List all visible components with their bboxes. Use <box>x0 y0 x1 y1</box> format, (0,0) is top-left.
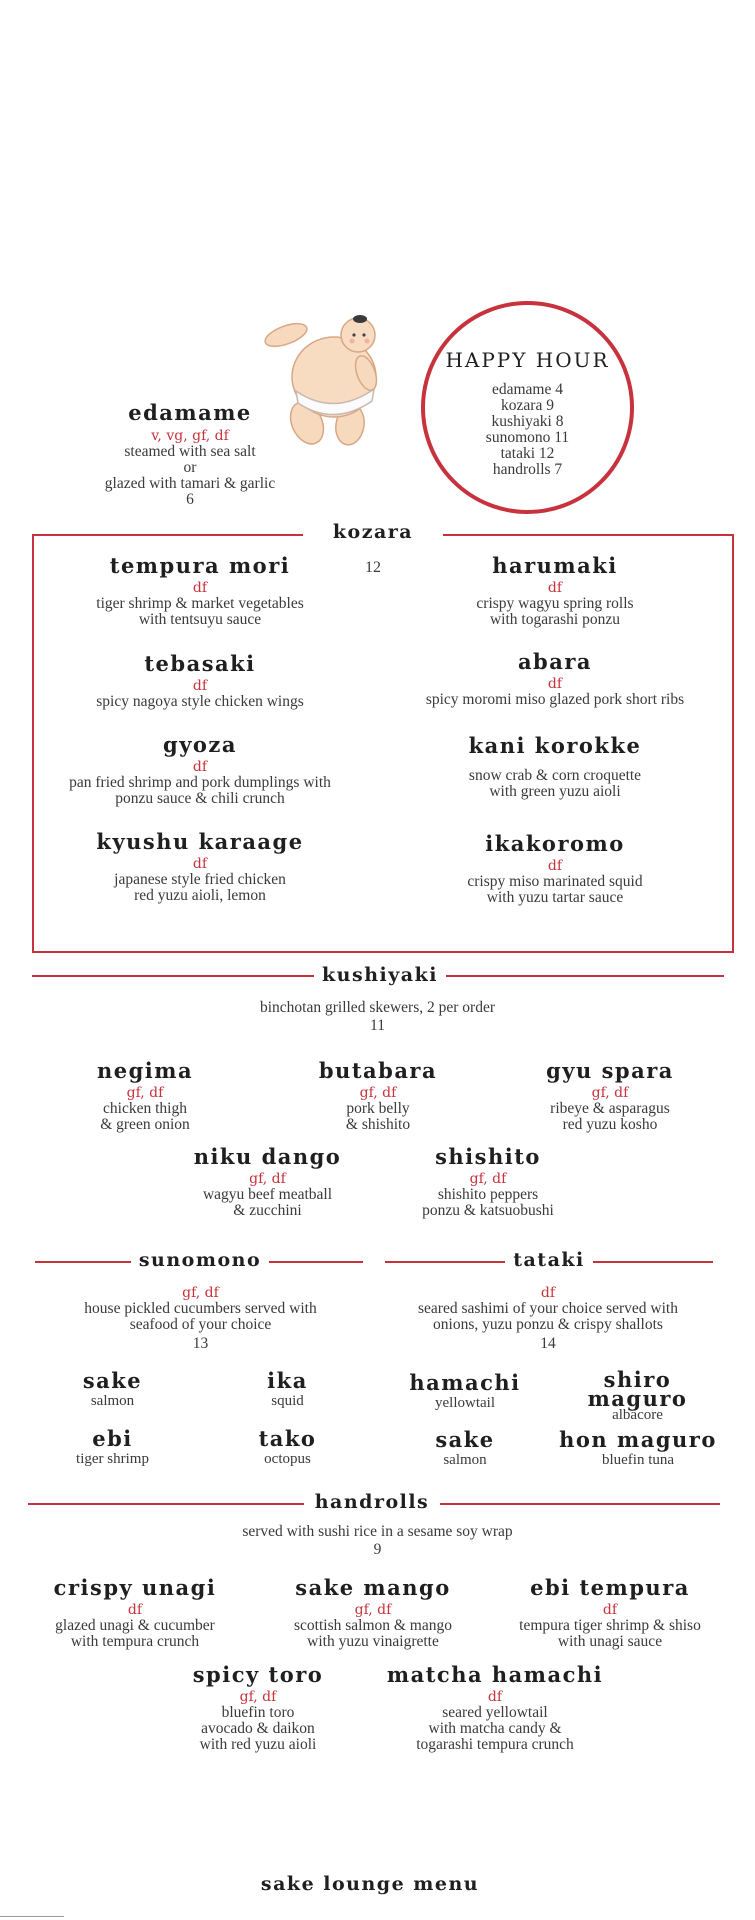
tataki-choice <box>553 1427 723 1468</box>
item-name: kyushu karaage <box>96 829 304 854</box>
tataki-info <box>388 1285 708 1352</box>
menu-item-crispy-unagi <box>35 1575 235 1650</box>
item-tags: df <box>192 856 208 872</box>
handrolls-heading: handrolls <box>307 1491 438 1513</box>
tataki-rule-left <box>385 1261 505 1263</box>
sunomono-tags: gf, df <box>182 1285 219 1301</box>
sunomono-heading: sunomono <box>131 1249 269 1271</box>
menu-item-spicy-toro <box>163 1662 353 1753</box>
sunomono-choice <box>55 1368 170 1409</box>
happy-hour-block <box>421 348 634 478</box>
happy-hour-item: edamame 4 <box>491 381 563 398</box>
handrolls-price: 9 <box>373 1541 382 1558</box>
item-name: niku dango <box>193 1144 342 1169</box>
item-tags: gf, df <box>239 1689 277 1705</box>
happy-hour-item: tataki 12 <box>500 445 555 462</box>
item-desc: ribeye & asparagus <box>550 1100 670 1117</box>
item-desc: with tempura crunch <box>70 1633 200 1650</box>
item-name: abara <box>517 649 593 674</box>
item-tags: df <box>192 678 208 694</box>
menu-item-kani-korokke <box>395 733 715 800</box>
menu-item-gyu-spara <box>510 1058 710 1133</box>
choice-sub: yellowtail <box>435 1395 495 1411</box>
kushiyaki-heading-wrap <box>314 964 446 986</box>
menu-item-ikakoromo <box>395 831 715 906</box>
kushiyaki-price: 11 <box>370 1017 385 1034</box>
sunomono-choice <box>55 1426 170 1467</box>
item-desc: spicy nagoya style chicken wings <box>96 693 304 710</box>
item-name: gyu spara <box>546 1058 674 1083</box>
happy-hour-item: kushiyaki 8 <box>491 413 564 430</box>
choice-name: sake <box>82 1368 143 1393</box>
tataki-choice <box>565 1367 710 1423</box>
tataki-tags: df <box>540 1285 556 1301</box>
sunomono-choice <box>230 1426 345 1467</box>
item-tags: gf, df <box>249 1171 286 1187</box>
item-desc: with tentsuyu sauce <box>138 611 262 628</box>
item-desc: seared yellowtail <box>442 1704 548 1721</box>
choice-name: ika <box>267 1368 308 1393</box>
handrolls-heading-wrap <box>304 1491 440 1513</box>
menu-item-negima <box>50 1058 240 1133</box>
tataki-price: 14 <box>540 1335 556 1352</box>
choice-sub: salmon <box>443 1452 487 1468</box>
item-name: tebasaki <box>144 651 256 676</box>
happy-hour-item: kozara 9 <box>501 397 554 414</box>
edamame-desc-1: steamed with sea salt <box>124 443 256 460</box>
item-desc: with red yuzu aioli <box>199 1736 317 1753</box>
item-tags: df <box>602 1602 618 1618</box>
item-desc: japanese style fried chicken <box>114 871 286 888</box>
kushiyaki-rule-right <box>446 975 724 977</box>
item-desc: crispy miso marinated squid <box>467 873 643 890</box>
menu-item-tebasaki <box>40 651 360 710</box>
item-name: crispy unagi <box>53 1575 217 1600</box>
handrolls-rule-left <box>28 1503 304 1505</box>
item-name: negima <box>96 1058 194 1083</box>
item-desc: chicken thigh <box>103 1100 187 1117</box>
happy-hour-item: handrolls 7 <box>492 461 563 478</box>
item-desc: red yuzu kosho <box>562 1116 658 1133</box>
item-desc: scottish salmon & mango <box>293 1617 452 1634</box>
item-tags: df <box>547 676 563 692</box>
item-name: ebi tempura <box>530 1575 690 1600</box>
edamame-block <box>70 400 310 508</box>
tataki-heading: tataki <box>505 1249 593 1271</box>
menu-item-harumaki <box>395 553 715 628</box>
item-name: harumaki <box>492 553 618 578</box>
menu-item-butabara <box>283 1058 473 1133</box>
item-desc: & zucchini <box>233 1202 302 1219</box>
item-desc: red yuzu aioli, lemon <box>134 887 266 904</box>
item-name: gyoza <box>163 732 237 757</box>
item-tags: gf, df <box>469 1171 507 1187</box>
menu-item-tempura-mori <box>40 553 360 628</box>
choice-name: hon maguro <box>559 1427 717 1452</box>
sunomono-price: 13 <box>192 1335 209 1352</box>
choice-name: sake <box>435 1427 495 1452</box>
footer-title <box>230 1873 510 1895</box>
item-desc: with green yuzu aioli <box>489 783 621 800</box>
item-tags: gf, df <box>359 1085 397 1101</box>
item-desc: pan fried shrimp and pork dumplings with <box>69 774 331 791</box>
sunomono-desc: house pickled cucumbers served with <box>84 1300 317 1317</box>
item-name: tempura mori <box>109 553 291 578</box>
tataki-choice <box>390 1370 540 1411</box>
item-tags: df <box>547 858 563 874</box>
sunomono-heading-wrap <box>130 1249 270 1271</box>
item-name: spicy toro <box>192 1662 324 1687</box>
item-desc: avocado & daikon <box>201 1720 315 1737</box>
edamame-name: edamame <box>128 400 252 425</box>
item-desc: with yuzu vinaigrette <box>307 1633 439 1650</box>
item-desc: wagyu beef meatball <box>202 1186 333 1203</box>
choice-name: tako <box>258 1426 317 1451</box>
item-name: kani korokke <box>468 733 642 758</box>
item-name: shishito <box>435 1144 541 1169</box>
item-tags: gf, df <box>354 1602 392 1618</box>
item-tags: df <box>547 580 563 596</box>
choice-sub: squid <box>271 1393 304 1409</box>
kushiyaki-info <box>180 1000 575 1034</box>
menu-item-gyoza <box>40 732 360 807</box>
tataki-rule-right <box>593 1261 713 1263</box>
choice-name: hamachi <box>409 1370 521 1395</box>
item-name: sake mango <box>295 1575 451 1600</box>
sunomono-rule-right <box>265 1261 363 1263</box>
item-desc: pork belly <box>346 1100 410 1117</box>
menu-item-abara <box>395 649 715 708</box>
handrolls-info <box>180 1524 575 1558</box>
menu-item-shishito <box>388 1144 588 1219</box>
item-desc: snow crab & corn croquette <box>468 767 642 784</box>
item-name: ikakoromo <box>485 831 625 856</box>
item-desc: ponzu sauce & chili crunch <box>115 790 285 807</box>
choice-name: ebi <box>92 1426 133 1451</box>
item-name: butabara <box>318 1058 438 1083</box>
kozara-heading-wrap <box>303 521 443 543</box>
menu-item-niku-dango <box>170 1144 365 1219</box>
item-desc: tempura tiger shrimp & shiso <box>519 1617 701 1634</box>
kushiyaki-heading: kushiyaki <box>314 964 446 986</box>
kushiyaki-subtitle: binchotan grilled skewers, 2 per order <box>259 999 495 1016</box>
kozara-heading: kozara <box>325 521 421 543</box>
tataki-choice <box>390 1427 540 1468</box>
menu-item-sake-mango <box>268 1575 478 1650</box>
item-tags: df <box>192 759 208 775</box>
item-tags: df <box>192 580 208 596</box>
item-tags: df <box>487 1689 503 1705</box>
item-tags: gf, df <box>126 1085 164 1101</box>
handrolls-subtitle: served with sushi rice in a sesame soy wrap <box>242 1523 513 1540</box>
edamame-desc-2: glazed with tamari & garlic <box>104 475 276 492</box>
item-desc: bluefin toro <box>221 1704 295 1721</box>
menu-item-matcha-hamachi <box>385 1662 605 1753</box>
item-tags: df <box>127 1602 143 1618</box>
menu-item-kyushu-karaage <box>40 829 360 904</box>
item-desc: crispy wagyu spring rolls <box>476 595 634 612</box>
item-desc: shishito peppers <box>437 1186 539 1203</box>
choice-sub: salmon <box>90 1393 135 1409</box>
item-desc: with togarashi ponzu <box>489 611 620 628</box>
item-tags: gf, df <box>591 1085 629 1101</box>
item-name: matcha hamachi <box>386 1662 604 1687</box>
choice-sub: albacore <box>612 1407 663 1423</box>
choice-sub: tiger shrimp <box>76 1451 149 1467</box>
kozara-price: 12 <box>365 559 381 576</box>
footer-divider <box>0 1916 64 1917</box>
sunomono-info <box>48 1285 353 1352</box>
item-desc: & shishito <box>345 1116 411 1133</box>
choice-name: shiro <box>603 1367 672 1392</box>
item-desc: glazed unagi & cucumber <box>55 1617 215 1634</box>
footer-title-text: sake lounge menu <box>260 1873 480 1895</box>
item-desc: tiger shrimp & market vegetables <box>96 595 304 612</box>
item-desc: with yuzu tartar sauce <box>486 889 624 906</box>
choice-sub: bluefin tuna <box>601 1452 675 1468</box>
happy-hour-title: HAPPY HOUR <box>445 348 610 372</box>
sunomono-rule-left <box>35 1261 133 1263</box>
item-desc: with matcha candy & <box>428 1720 562 1737</box>
menu-item-ebi-tempura <box>500 1575 720 1650</box>
tataki-desc: onions, yuzu ponzu & crispy shallots <box>433 1316 663 1333</box>
edamame-price: 6 <box>186 491 194 508</box>
choice-name-2: maguro <box>587 1386 688 1411</box>
item-desc: with unagi sauce <box>557 1633 663 1650</box>
sunomono-desc: seafood of your choice <box>129 1316 272 1333</box>
happy-hour-item: sunomono 11 <box>485 429 570 446</box>
item-desc: ponzu & katsuobushi <box>422 1202 554 1219</box>
edamame-tags: v, vg, gf, df <box>151 428 229 444</box>
item-desc: & green onion <box>100 1116 190 1133</box>
kushiyaki-rule-left <box>32 975 314 977</box>
edamame-or: or <box>183 459 197 476</box>
item-desc: togarashi tempura crunch <box>416 1736 574 1753</box>
choice-sub: octopus <box>264 1451 311 1467</box>
handrolls-rule-right <box>440 1503 720 1505</box>
tataki-heading-wrap <box>503 1249 595 1271</box>
item-desc: spicy moromi miso glazed pork short ribs <box>425 691 685 708</box>
sunomono-choice <box>230 1368 345 1409</box>
tataki-desc: seared sashimi of your choice served with <box>418 1300 678 1317</box>
